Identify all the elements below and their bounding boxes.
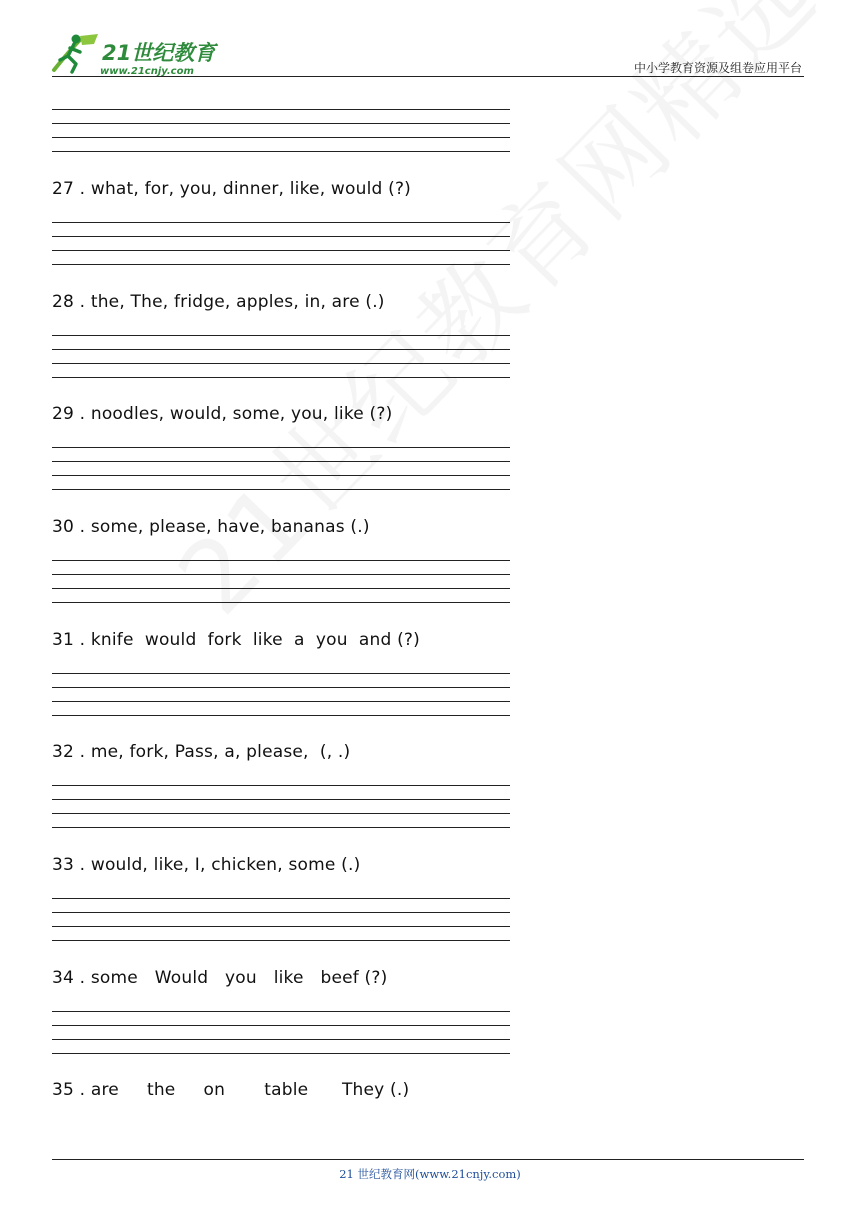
question-30: 30 . some, please, have, bananas (.)	[52, 517, 370, 537]
logo-url: www.21cnjy.com	[100, 66, 194, 77]
question-33: 33 . would, like, I, chicken, some (.)	[52, 855, 361, 875]
site-logo	[46, 30, 221, 78]
question-32: 32 . me, fork, Pass, a, please, (, .)	[52, 742, 351, 762]
watermark	[140, 36, 730, 640]
logo-text: 21世纪教育	[102, 41, 216, 65]
question-27: 27 . what, for, you, dinner, like, would (?)	[52, 179, 411, 199]
question-29: 29 . noodles, would, some, you, like (?)	[52, 404, 393, 424]
question-35: 35 . are the on table They (.)	[52, 1080, 410, 1100]
question-31: 31 . knife would fork like a you and (?)	[52, 630, 420, 650]
header-rule	[52, 76, 804, 77]
question-28: 28 . the, The, fridge, apples, in, are (.)	[52, 292, 385, 312]
runner-icon	[54, 34, 98, 72]
footer-text: 21 世纪教育网(www.21cnjy.com)	[339, 1167, 521, 1181]
footer-rule	[52, 1159, 804, 1160]
site-tagline: 中小学教育资源及组卷应用平台	[633, 61, 802, 75]
question-34: 34 . some Would you like beef (?)	[52, 968, 388, 988]
